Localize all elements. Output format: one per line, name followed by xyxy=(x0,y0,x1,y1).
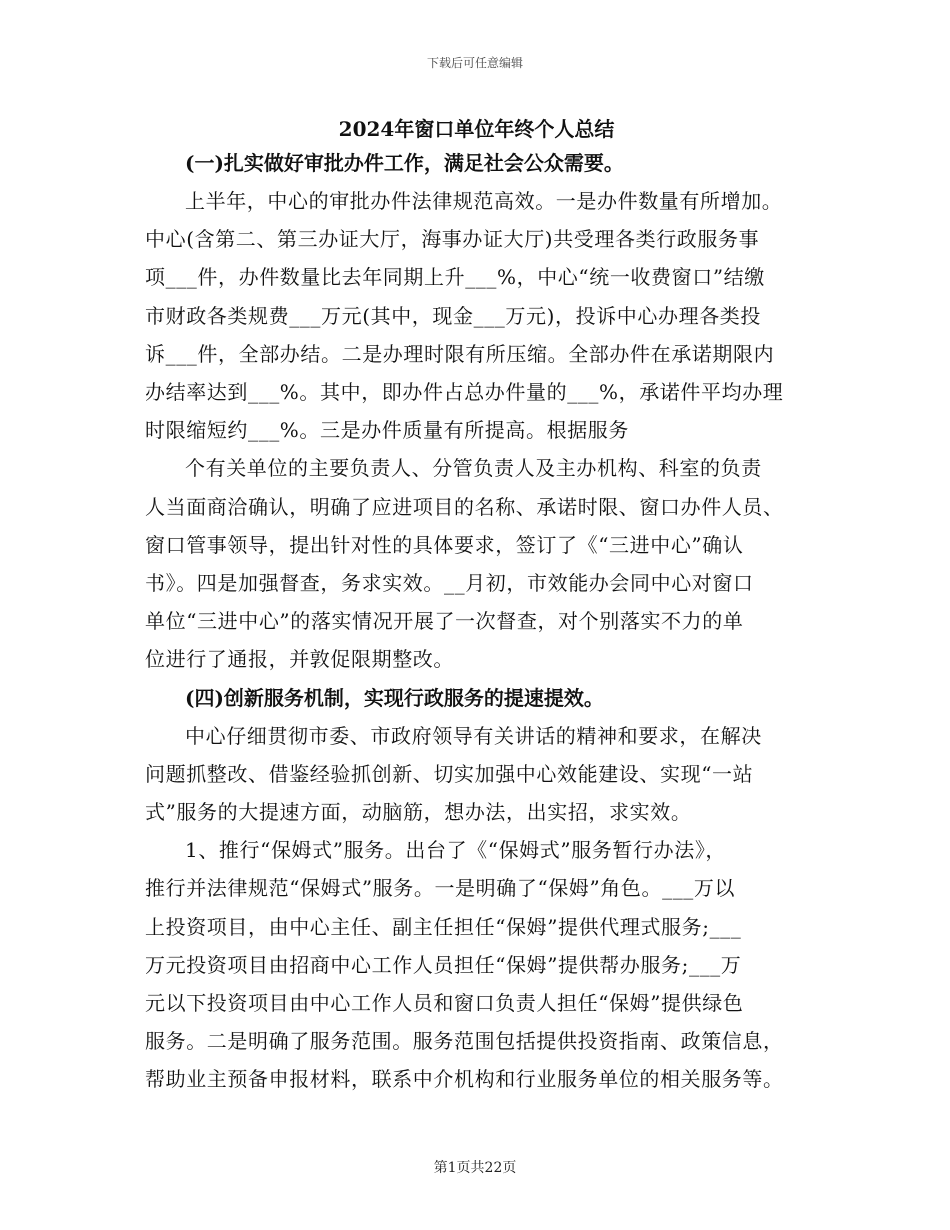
paragraph-line: 位进行了通报，并敦促限期整改。 xyxy=(145,647,454,672)
paragraph-1 xyxy=(145,182,808,449)
paragraph-line: 市财政各类规费___万元(其中，现金___万元)，投诉中心办理各类投 xyxy=(145,303,762,328)
page-number: 第1页共22页 xyxy=(433,1160,517,1176)
paragraph-line: 时限缩短约___%。三是办件质量有所提高。根据服务 xyxy=(145,418,630,443)
paragraph-line: 单位“三进中心”的落实情况开展了一次督查，对个别落实不力的单 xyxy=(145,609,744,634)
paragraph-line: 办结率达到___%。其中，即办件占总办件量的___%，承诺件平均办理 xyxy=(145,380,784,405)
paragraph-2 xyxy=(145,449,808,678)
header-note: 下载后可任意编辑 xyxy=(426,56,523,70)
paragraph-line: 服务。二是明确了服务范围。服务范围包括提供投资指南、政策信息， xyxy=(145,1029,784,1054)
paragraph-line: 1、推行“保姆式”服务。出台了《“保姆式”服务暂行办法》， xyxy=(185,838,727,863)
paragraph-line: 元以下投资项目由中心工作人员和窗口负责人担任“保姆”提供绿色 xyxy=(145,991,744,1016)
paragraph-line: 诉___件，全部办结。二是办理时限有所压缩。全部办件在承诺期限内 xyxy=(145,341,775,366)
paragraph-line: 人当面商洽确认，明确了应进项目的名称、承诺时限、窗口办件人员、 xyxy=(145,494,784,519)
paragraph-line: 万元投资项目由招商中心工作人员担任“保姆”提供帮办服务;___万 xyxy=(145,952,742,977)
paragraph-line: 个有关单位的主要负责人、分管负责人及主办机构、科室的负责 xyxy=(185,456,762,481)
section-heading-2: (四)创新服务机制，实现行政服务的提速提效。 xyxy=(185,685,604,710)
document-title: 2024年窗口单位年终个人总结 xyxy=(338,117,615,141)
paragraph-line: 式”服务的大提速方面，动脑筋，想办法，出实招，求实效。 xyxy=(145,800,692,825)
paragraph-3 xyxy=(145,717,808,832)
paragraph-line: 中心仔细贯彻市委、市政府领导有关讲话的精神和要求，在解决 xyxy=(185,723,762,748)
paragraph-line: 窗口管事领导，提出针对性的具体要求，签订了《“三进中心”确认 xyxy=(145,532,744,557)
paragraph-line: 书》。四是加强督查，务求实效。__月初，市效能办会同中心对窗口 xyxy=(145,571,754,596)
section-heading-1: (一)扎实做好审批办件工作，满足社会公众需要。 xyxy=(185,151,624,175)
paragraph-line: 项___件，办件数量比去年同期上升___%，中心“统一收费窗口”结缴 xyxy=(145,265,765,290)
paragraph-line: 中心(含第二、第三办证大厅，海事办证大厅)共受理各类行政服务事 xyxy=(145,227,760,252)
document-body xyxy=(145,144,808,1099)
paragraph-line: 上半年，中心的审批办件法律规范高效。一是办件数量有所增加。 xyxy=(185,189,783,213)
paragraph-line: 上投资项目，由中心主任、副主任担任“保姆”提供代理式服务;___ xyxy=(145,914,742,939)
paragraph-line: 推行并法律规范“保姆式”服务。一是明确了“保姆”角色。___万以 xyxy=(145,876,736,901)
paragraph-4 xyxy=(145,831,808,1098)
paragraph-line: 问题抓整改、借鉴经验抓创新、切实加强中心效能建设、实现“一站 xyxy=(145,761,754,786)
paragraph-line: 帮助业主预备申报材料，联系中介机构和行业服务单位的相关服务等。 xyxy=(145,1067,784,1092)
